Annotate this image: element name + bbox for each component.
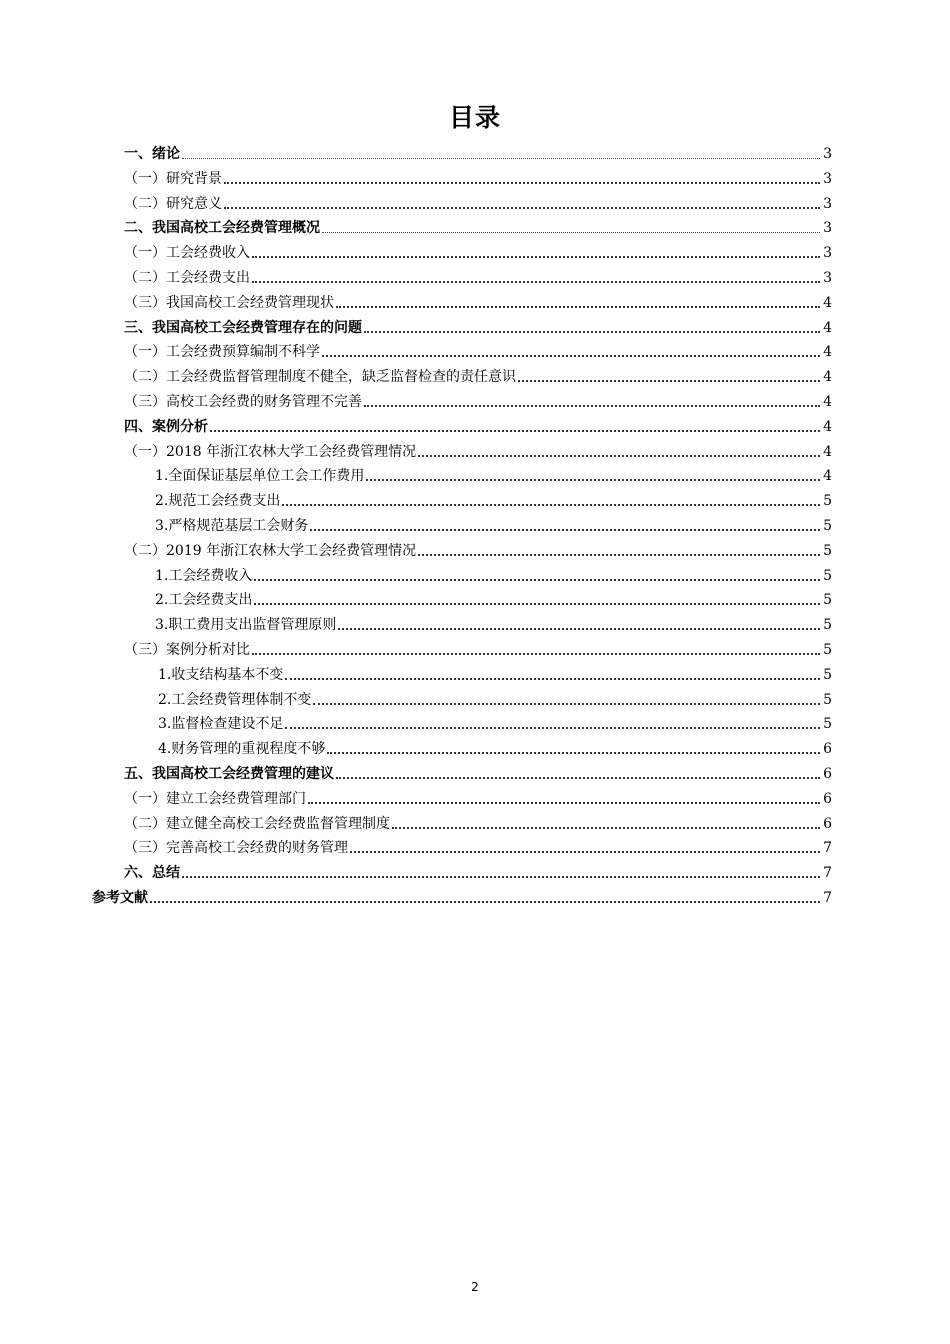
toc-entry-page: 4 [823, 394, 832, 410]
toc-leader-dots [282, 504, 820, 506]
toc-entry[interactable] [158, 664, 832, 684]
toc-leader-dots [350, 851, 820, 853]
toc-entry[interactable] [124, 168, 832, 188]
toc-leader-dots [322, 355, 820, 357]
toc-entry-label: （三）我国高校工会经费管理现状 [124, 294, 334, 311]
toc-entry-page: 3 [823, 170, 832, 187]
toc-leader-dots [224, 182, 820, 184]
toc-leader-dots [308, 802, 820, 804]
toc-entry-page: 7 [823, 840, 832, 857]
toc-entry[interactable] [155, 589, 832, 609]
toc-leader-dots [366, 479, 820, 481]
toc-leader-dots [182, 158, 820, 159]
toc-leader-dots [252, 653, 820, 655]
toc-entry[interactable] [124, 540, 832, 560]
toc-entry[interactable] [124, 788, 832, 808]
toc-entry-label: 二、我国高校工会经费管理概况 [124, 220, 320, 237]
toc-entry-page: 4 [823, 468, 832, 485]
toc-entry-label: （一）2018 年浙江农林大学工会经费管理情况 [124, 443, 417, 460]
toc-entry-page: 5 [823, 567, 832, 584]
toc-leader-dots [336, 777, 820, 779]
toc-entry[interactable] [158, 713, 832, 733]
toc-entry[interactable] [155, 465, 832, 485]
toc-entry[interactable] [155, 490, 832, 510]
toc-entry-label: 参考文献 [92, 890, 148, 906]
toc-entry-label: （一）工会经费收入 [124, 245, 250, 262]
toc-entry-label: 1.全面保证基层单位工会工作费用 [155, 468, 365, 485]
toc-entry[interactable] [124, 366, 832, 386]
toc-entry[interactable] [124, 416, 832, 436]
toc-entry-label: 2.工会经费支出 [155, 592, 253, 609]
toc-entry[interactable] [124, 217, 832, 237]
toc-entry-label: （三）高校工会经费的财务管理不完善 [124, 394, 362, 410]
toc-entry[interactable] [155, 565, 832, 585]
toc-entry[interactable] [124, 193, 832, 213]
toc-entry-page: 5 [823, 642, 832, 658]
toc-entry-label: 1.工会经费收入 [155, 567, 253, 584]
toc-entry-page: 7 [823, 890, 832, 906]
toc-entry-label: 三、我国高校工会经费管理存在的问题 [124, 319, 362, 336]
toc-entry-label: （三）案例分析对比 [124, 642, 250, 658]
toc-entry-label: 3.监督检查建设不足 [158, 716, 284, 733]
toc-entry[interactable] [124, 143, 832, 163]
toc-entry-label: （二）工会经费支出 [124, 270, 250, 286]
toc-entry-page: 6 [823, 790, 832, 807]
toc-entry[interactable] [124, 242, 832, 262]
toc-entry[interactable] [92, 887, 832, 907]
toc-entry-label: 1.收支结构基本不变 [158, 666, 284, 683]
toc-leader-dots [364, 331, 820, 333]
toc-entry-label: 2.工会经费管理体制不变 [158, 691, 312, 708]
toc-entry[interactable] [158, 738, 832, 758]
toc-entry-page: 4 [823, 369, 832, 386]
toc-entry-label: （二）建立健全高校工会经费监督管理制度 [124, 815, 390, 832]
toc-entry-page: 6 [823, 815, 832, 832]
toc-entry[interactable] [124, 813, 832, 833]
toc-entry[interactable] [124, 862, 832, 882]
toc-entry-page: 3 [823, 245, 832, 262]
toc-leader-dots [338, 628, 820, 630]
toc-leader-dots [418, 554, 820, 556]
toc-leader-dots [336, 306, 820, 308]
toc-leader-dots [310, 529, 820, 531]
toc-entry-label: 2.规范工会经费支出 [155, 493, 281, 510]
toc-leader-dots [364, 405, 820, 407]
toc-leader-dots [285, 678, 820, 680]
toc-entry-page: 3 [823, 195, 832, 212]
toc-entry[interactable] [124, 639, 832, 659]
toc-entry[interactable] [124, 267, 832, 287]
toc-entry-page: 4 [823, 319, 832, 336]
toc-entry-page: 6 [823, 766, 832, 782]
toc-leader-dots [224, 207, 820, 209]
toc-entry-page: 3 [823, 270, 832, 286]
toc-entry[interactable] [155, 614, 832, 634]
toc-entry-page: 4 [823, 344, 832, 361]
toc-entry[interactable] [124, 391, 832, 411]
toc-entry-label: （二）工会经费监督管理制度不健全，缺乏监督检查的责任意识 [124, 369, 516, 386]
toc-leader-dots [182, 876, 820, 878]
toc-entry-page: 5 [823, 518, 832, 534]
toc-entry-label: （一）研究背景 [124, 170, 222, 187]
toc-leader-dots [254, 603, 820, 605]
toc-entry[interactable] [124, 292, 832, 312]
page-number: 2 [471, 1280, 479, 1294]
toc-entry-label: 4.财务管理的重视程度不够 [158, 741, 326, 758]
toc-entry-page: 3 [823, 146, 832, 162]
toc-entry-label: 3.严格规范基层工会财务 [155, 518, 309, 534]
toc-entry-page: 5 [823, 617, 832, 634]
toc-entry-page: 6 [823, 741, 832, 758]
toc-entry-page: 5 [823, 666, 832, 683]
toc-leader-dots [392, 827, 820, 829]
toc-leader-dots [252, 281, 820, 283]
page-title: 目录 [448, 103, 501, 132]
toc-leader-dots [150, 901, 820, 903]
toc-leader-dots [418, 455, 820, 457]
toc-entry[interactable] [124, 837, 832, 857]
toc-entry-label: （二）研究意义 [124, 195, 222, 212]
toc-entry-label: （二）2019 年浙江农林大学工会经费管理情况 [124, 542, 417, 559]
toc-entry-page: 4 [823, 418, 832, 435]
toc-leader-dots [327, 752, 820, 754]
toc-entry-page: 4 [823, 443, 832, 460]
toc-entry-page: 5 [823, 493, 832, 510]
toc-entry-page: 5 [823, 691, 832, 708]
toc-entry-page: 5 [823, 542, 832, 559]
toc-entry[interactable] [155, 515, 832, 535]
toc-entry-page: 5 [823, 716, 832, 733]
toc-leader-dots [254, 579, 820, 581]
toc-entry-label: 3.职工费用支出监督管理原则 [155, 617, 337, 634]
toc-leader-dots [285, 727, 820, 729]
toc-entry-label: （一）建立工会经费管理部门 [124, 790, 306, 807]
toc-entry-label: （三）完善高校工会经费的财务管理 [124, 840, 348, 857]
toc-entry[interactable] [124, 341, 832, 361]
toc-entry[interactable] [124, 763, 832, 783]
toc-leader-dots [313, 703, 820, 705]
toc-entry-page: 7 [823, 865, 832, 882]
toc-entry-label: 一、绪论 [124, 146, 180, 162]
toc-leader-dots [210, 430, 820, 432]
toc-entry-label: 四、案例分析 [124, 418, 208, 435]
toc-entry-label: 六、总结 [124, 865, 180, 882]
toc-entry[interactable] [124, 317, 832, 337]
toc-entry[interactable] [158, 689, 832, 709]
toc-leader-dots [322, 232, 820, 233]
toc-entry-label: 五、我国高校工会经费管理的建议 [124, 766, 334, 782]
toc-entry-label: （一）工会经费预算编制不科学 [124, 344, 320, 361]
toc-leader-dots [518, 380, 820, 382]
toc-entry-page: 3 [823, 220, 832, 237]
toc-entry-page: 5 [823, 592, 832, 609]
toc-entry-page: 4 [823, 294, 832, 311]
toc-leader-dots [252, 256, 820, 258]
toc-entry[interactable] [124, 441, 832, 461]
